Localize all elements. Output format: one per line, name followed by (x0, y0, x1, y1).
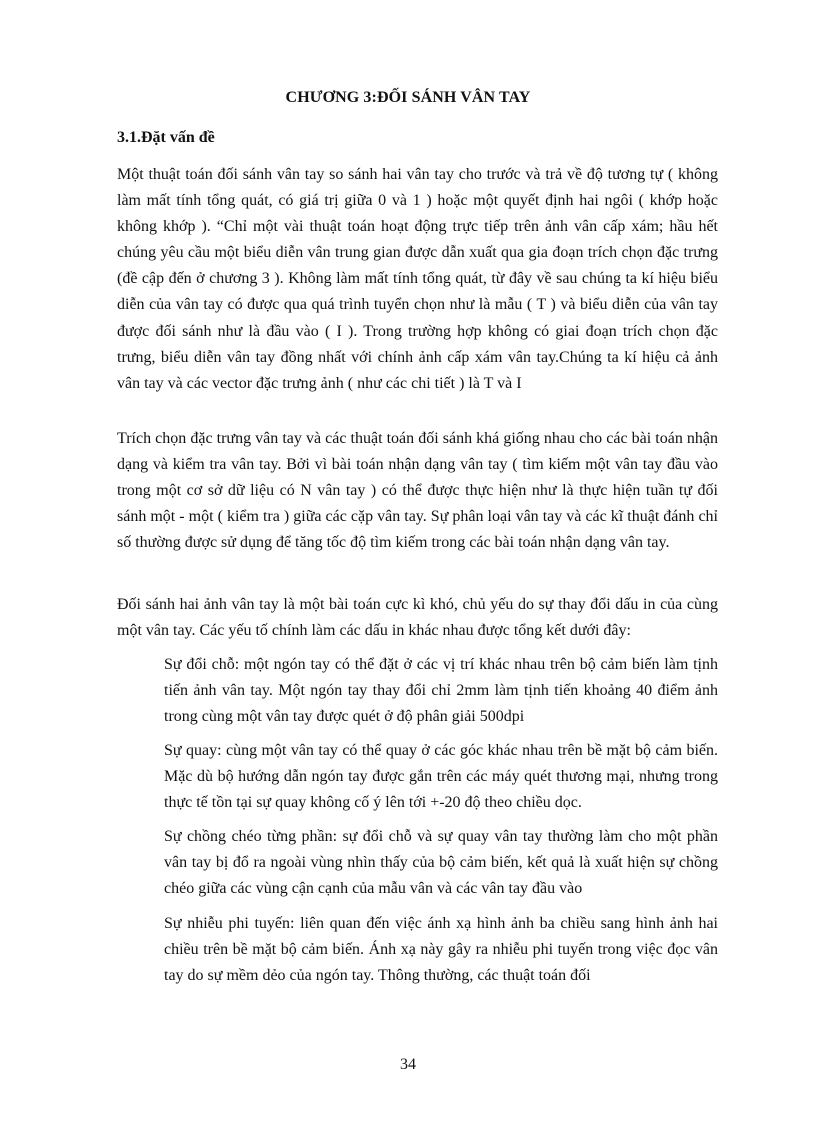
paragraph-rotation: Sự quay: cùng một vân tay có thể quay ở các góc khác nhau trên bề mặt bộ cảm biến. Mặc dù bộ hướng dẫn ngón tay được gắn trên các máy quét thương mại, nhưng trong thực tế tồn tại sự quay không cố ý lên tới +-20 độ theo chiều dọc. (164, 742, 718, 812)
paragraph-intro: Một thuật toán đối sánh vân tay so sánh hai vân tay cho trước và trả về độ tương tự ( không làm mất tính tổng quát, có giá trị giữa 0 và 1 ) hoặc một quyết định hai ngôi ( khớp hoặc không khớp ). “Chỉ một vài thuật toán hoạt động trực tiếp trên ảnh vân cấp xám; hầu hết chúng yêu cầu một biểu diễn vân trung gian được dẫn xuất qua gia đoạn trích chọn đặc trưng (đề cập đến ở chương 3 ). Không làm mất tính tổng quát, từ đây về sau chúng ta kí hiệu biểu diễn của vân tay có được qua quá trình tuyển chọn như là mẫu ( T ) và biểu diễn của vân tay được đối sánh như là đầu vào ( I ). Trong trường hợp không có giai đoạn trích chọn đặc trưng, biểu diễn vân tay đồng nhất với chính ảnh cấp xám vân tay.Chúng ta kí hiệu cả ảnh vân tay và các vector đặc trưng ảnh ( như các chi tiết ) là T và I (117, 166, 718, 392)
paragraph-nonlinear-distortion: Sự nhiễu phi tuyến: liên quan đến việc ánh xạ hình ảnh ba chiều sang hình ảnh hai chiều trên bề mặt bộ cảm biến. Ánh xạ này gây ra nhiễu phi tuyến trong việc đọc vân tay do sự mềm dẻo của ngón tay. Thông thường, các thuật toán đối (164, 915, 718, 985)
paragraph-displacement: Sự đổi chỗ: một ngón tay có thể đặt ở các vị trí khác nhau trên bộ cảm biến làm tịnh tiến ảnh vân tay. Một ngón tay thay đổi chỉ 2mm làm tịnh tiến khoảng 40 điểm ảnh trong cùng một vân tay được quét ở độ phân giải 500dpi (164, 656, 718, 726)
chapter-title: CHƯƠNG 3:ĐỐI SÁNH VÂN TAY (285, 89, 531, 106)
paragraph-feature-extraction: Trích chọn đặc trưng vân tay và các thuật toán đối sánh khá giống nhau cho các bài toán nhận dạng và kiểm tra vân tay. Bởi vì bài toán nhận dạng vân tay ( tìm kiếm một vân tay đầu vào trong một cơ sở dữ liệu có N vân tay ) có thể được thực hiện như là thực hiện tuần tự đối sánh một - một ( kiểm tra ) giữa các cặp vân tay. Sự phân loại vân tay và các kĩ thuật đánh chỉ số thường được sử dụng để tăng tốc độ tìm kiếm trong các bài toán nhận dạng vân tay. (117, 430, 718, 552)
page-number: 34 (400, 1056, 416, 1073)
paragraph-partial-overlap: Sự chồng chéo từng phần: sự đổi chỗ và sự quay vân tay thường làm cho một phần vân tay bị đổ ra ngoài vùng nhìn thấy của bộ cảm biến, kết quả là xuất hiện sự chồng chéo giữa các vùng cận cạnh của mẫu vân và các vân tay đầu vào (164, 828, 718, 898)
section-heading: 3.1.Đặt vấn đề (117, 129, 215, 146)
paragraph-matching-difficulty: Đối sánh hai ảnh vân tay là một bài toán cực kì khó, chủ yếu do sự thay đổi dấu in của cùng một vân tay. Các yếu tố chính làm các dấu in khác nhau được tổng kết dưới đây: (117, 596, 718, 640)
